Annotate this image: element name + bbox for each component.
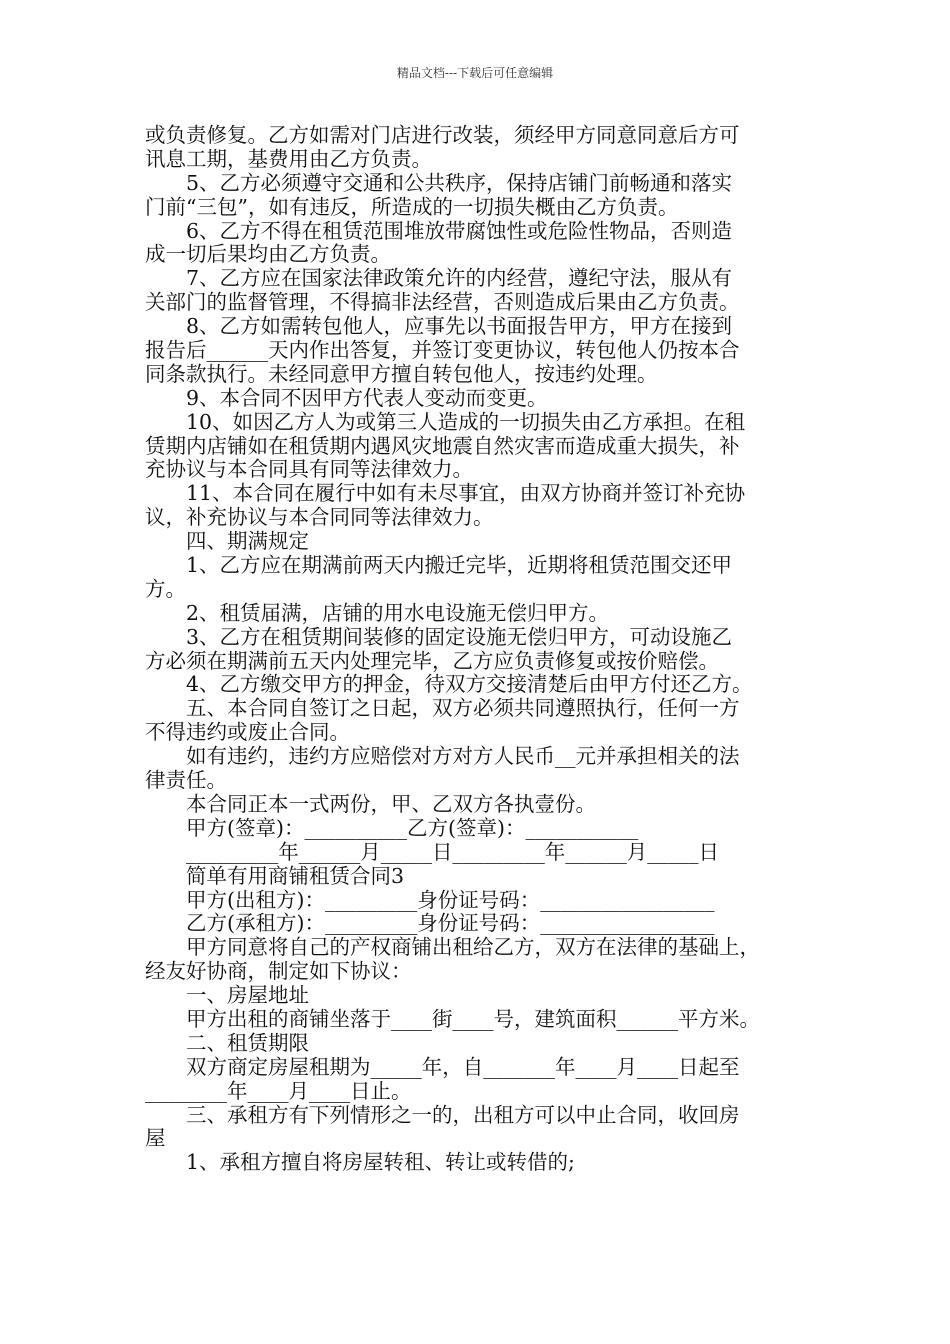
text-line: 五、本合同自签订之日起，双方必须共同遵照执行，任何一方 [145, 696, 740, 721]
text-line: 甲方同意将自己的产权商铺出租给乙方，双方在法律的基础上， [145, 935, 760, 960]
text-line: 关部门的监督管理，不得搞非法经营，否则造成后果由乙方负责。 [145, 290, 740, 315]
text-line: 如有违约，违约方应赔偿对方对方人民币__元并承担相关的法 [145, 744, 740, 769]
text-line: 律责任。 [145, 768, 227, 793]
text-line: 三、承租方有下列情形之一的，出租方可以中止合同，收回房 [145, 1102, 740, 1127]
text-line: 讯息工期，基费用由乙方负责。 [145, 146, 432, 171]
text-line: 6、乙方不得在租赁范围堆放带腐蚀性或危险性物品，否则造 [145, 218, 733, 243]
text-line: 赁期内店铺如在租赁期内遇风灾地震自然灾害而造成重大损失，补 [145, 433, 740, 458]
text-line: 7、乙方应在国家法律政策允许的内经营，遵纪守法，服从有 [145, 266, 733, 291]
text-line: 同条款执行。未经同意甲方擅自转包他人，按违约处理。 [145, 361, 658, 386]
text-line: 门前“三包”，如有违反，所造成的一切损失概由乙方负责。 [145, 194, 679, 219]
text-line: 方必须在期满前五天内处理完毕，乙方应负责修复或按价赔偿。 [145, 648, 719, 673]
text-line: 经友好协商，制定如下协议： [145, 959, 412, 984]
text-line: ________年____月____日止。 [145, 1078, 412, 1103]
text-line: 5、乙方必须遵守交通和公共秩序，保持店铺门前畅通和落实 [145, 170, 733, 195]
text-line: 2、租赁届满，店铺的用水电设施无偿归甲方。 [145, 600, 610, 625]
document-body [145, 124, 835, 1175]
text-line: 或负责修复。乙方如需对门店进行改装，须经甲方同意同意后方可 [145, 123, 740, 147]
text-line: 二、租赁期限 [145, 1030, 309, 1055]
text-line: 双方商定房屋租期为_____年，自_______年____月____日起至 [145, 1054, 740, 1079]
text-line: 4、乙方缴交甲方的押金，待双方交接清楚后由甲方付还乙方。 [145, 672, 753, 697]
text-line: 甲方(出租方)：_________身份证号码：_________________ [145, 887, 715, 912]
text-line: 议，补充协议与本合同同等法律效力。 [145, 505, 494, 530]
text-line: _________年______月_____日_________年______月_____日 [145, 839, 719, 864]
text-line: 方。 [145, 576, 186, 601]
text-line: 不得违约或废止合同。 [145, 720, 350, 745]
text-line: 10、如因乙方人为或第三人造成的一切损失由乙方承担。在租 [145, 409, 746, 434]
text-line: 乙方(承租方)：_________身份证号码：_________________ [145, 911, 715, 936]
page-header: 精品文档---下载后可任意编辑 [396, 66, 554, 80]
text-line: 四、期满规定 [145, 529, 309, 554]
text-line: 甲方出租的商铺坐落于____街____号，建筑面积______平方米。 [145, 1006, 760, 1031]
text-line: 本合同正本一式两份，甲、乙双方各执壹份。 [145, 791, 596, 816]
text-line: 甲方(签章)：__________乙方(签章)：___________ [145, 815, 639, 840]
text-line: 成一切后果均由乙方负责。 [145, 242, 391, 267]
text-line: 11、本合同在履行中如有未尽事宜，由双方协商并签订补充协 [145, 481, 746, 506]
text-line: 1、乙方应在期满前两天内搬迁完毕，近期将租赁范围交还甲 [145, 553, 733, 578]
text-line: 充协议与本合同具有同等法律效力。 [145, 457, 473, 482]
text-line: 3、乙方在租赁期间装修的固定设施无偿归甲方，可动设施乙 [145, 624, 733, 649]
text-line: 9、本合同不因甲方代表人变动而变更。 [145, 385, 548, 410]
text-line: 报告后______天内作出答复，并签订变更协议，转包他人仍按本合 [145, 338, 740, 363]
text-line: 简单有用商铺租赁合同3 [145, 863, 405, 888]
text-line: 一、房屋地址 [145, 983, 309, 1008]
text-line: 8、乙方如需转包他人，应事先以书面报告甲方，甲方在接到 [145, 314, 733, 339]
text-line: 1、承租方擅自将房屋转租、转让或转借的; [145, 1150, 575, 1175]
text-line: 屋 [145, 1126, 166, 1151]
